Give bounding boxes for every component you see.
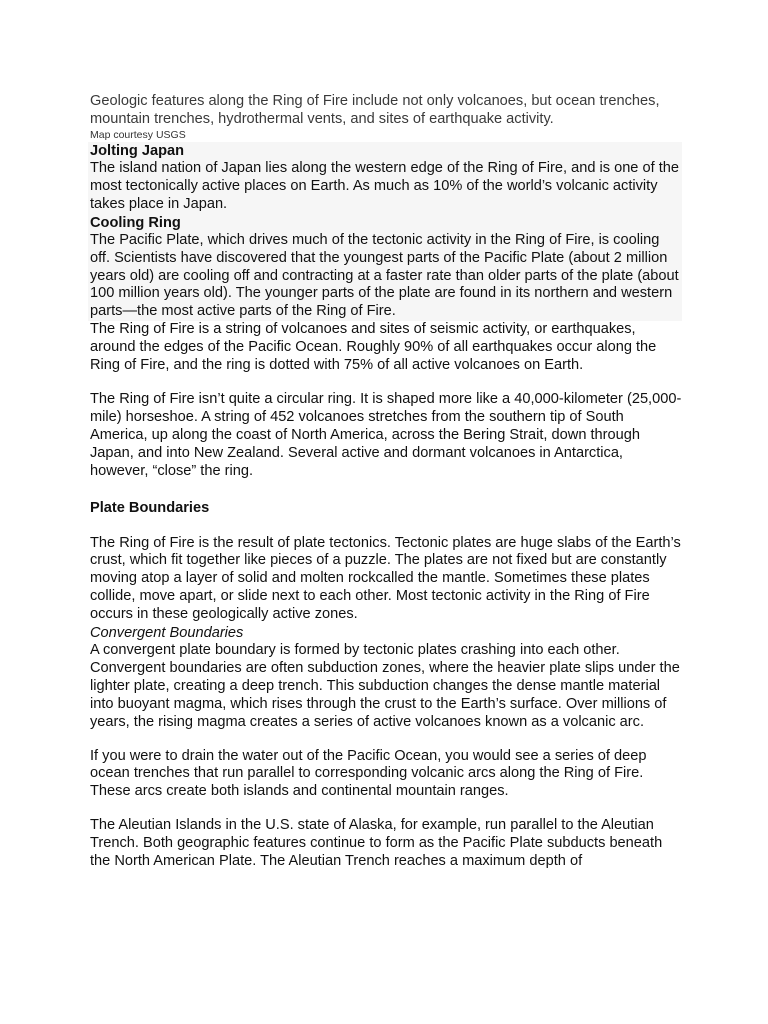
plate-boundaries-heading: Plate Boundaries — [90, 499, 210, 516]
ring-intro-paragraph: The Ring of Fire is a string of volcanoes and sites of seismic activity, or earthquakes, around the edges of the Pacific Ocean. Roughly 90% of all earthquakes occur along the Ring of Fire, and the ring is dotted with 75% of all active volcanoes on Earth. — [90, 321, 657, 374]
document-page — [90, 92, 682, 871]
ocean-trenches-paragraph: If you were to drain the water out of the Pacific Ocean, you would see a series of deep ocean trenches that run parallel to corresponding volcanic arcs along the Ring of Fire. These arcs create both islands and continental mountain ranges. — [90, 747, 647, 800]
jolting-japan-text: The island nation of Japan lies along the western edge of the Ring of Fire, and is one of the most tectonically active places on Earth. As much as 10% of the world’s volcanic activity takes place in Japan. — [90, 160, 679, 212]
plate-tectonics-paragraph: The Ring of Fire is the result of plate tectonics. Tectonic plates are huge slabs of the Earth’s crust, which fit together like pieces of a puzzle. The plates are not fixed but are constantly moving atop a layer of solid and molten rockcalled the mantle. Sometimes these plates collide, move apart, or slide next to each other. Most tectonic activity in the Ring of Fire occurs in these geologically active zones. — [90, 534, 681, 623]
convergent-boundaries-heading: Convergent Boundaries — [90, 625, 244, 642]
map-caption: Geologic features along the Ring of Fire include not only volcanoes, but ocean trenches, mountain trenches, hydrothermal vents, and sites of earthquake activity. — [90, 93, 660, 127]
convergent-paragraph: A convergent plate boundary is formed by tectonic plates crashing into each other. Convergent boundaries are often subduction zones, where the heavier plate slips under the lighter plate, creating a deep trench. This subduction changes the dense mantle material into buoyant magma, which rises through the crust to the Earth’s surface. Over millions of years, the rising magma creates a series of active volcanoes known as a volcanic arc. — [90, 642, 680, 730]
map-credit: Map courtesy USGS — [90, 129, 186, 141]
sidebar-box — [88, 142, 682, 321]
cooling-ring-text: The Pacific Plate, which drives much of the tectonic activity in the Ring of Fire, is cooling off. Scientists have discovered that the youngest parts of the Pacific Plate (about 2 million years old) are cooling off and contracting at a faster rate than older parts of the plate (about 100 million years old). The younger parts of the plate are found in its northern and western parts—the most active parts of the Ring of Fire. — [90, 231, 679, 320]
jolting-japan-heading: Jolting Japan — [90, 143, 185, 159]
cooling-ring-heading: Cooling Ring — [90, 214, 181, 231]
ring-shape-paragraph: The Ring of Fire isn’t quite a circular ring. It is shaped more like a 40,000-kilometer (25,000-mile) horseshoe. A string of 452 volcanoes stretches from the southern tip of South America, up along the coast of North America, across the Bering Strait, down through Japan, and into New Zealand. Several active and dormant volcanoes in Antarctica, however, “close” the ring. — [90, 390, 682, 479]
aleutian-paragraph: The Aleutian Islands in the U.S. state of Alaska, for example, run parallel to the Aleutian Trench. Both geographic features continue to form as the Pacific Plate subducts beneath the North American Plate. The Aleutian Trench reaches a maximum depth of — [90, 817, 663, 870]
